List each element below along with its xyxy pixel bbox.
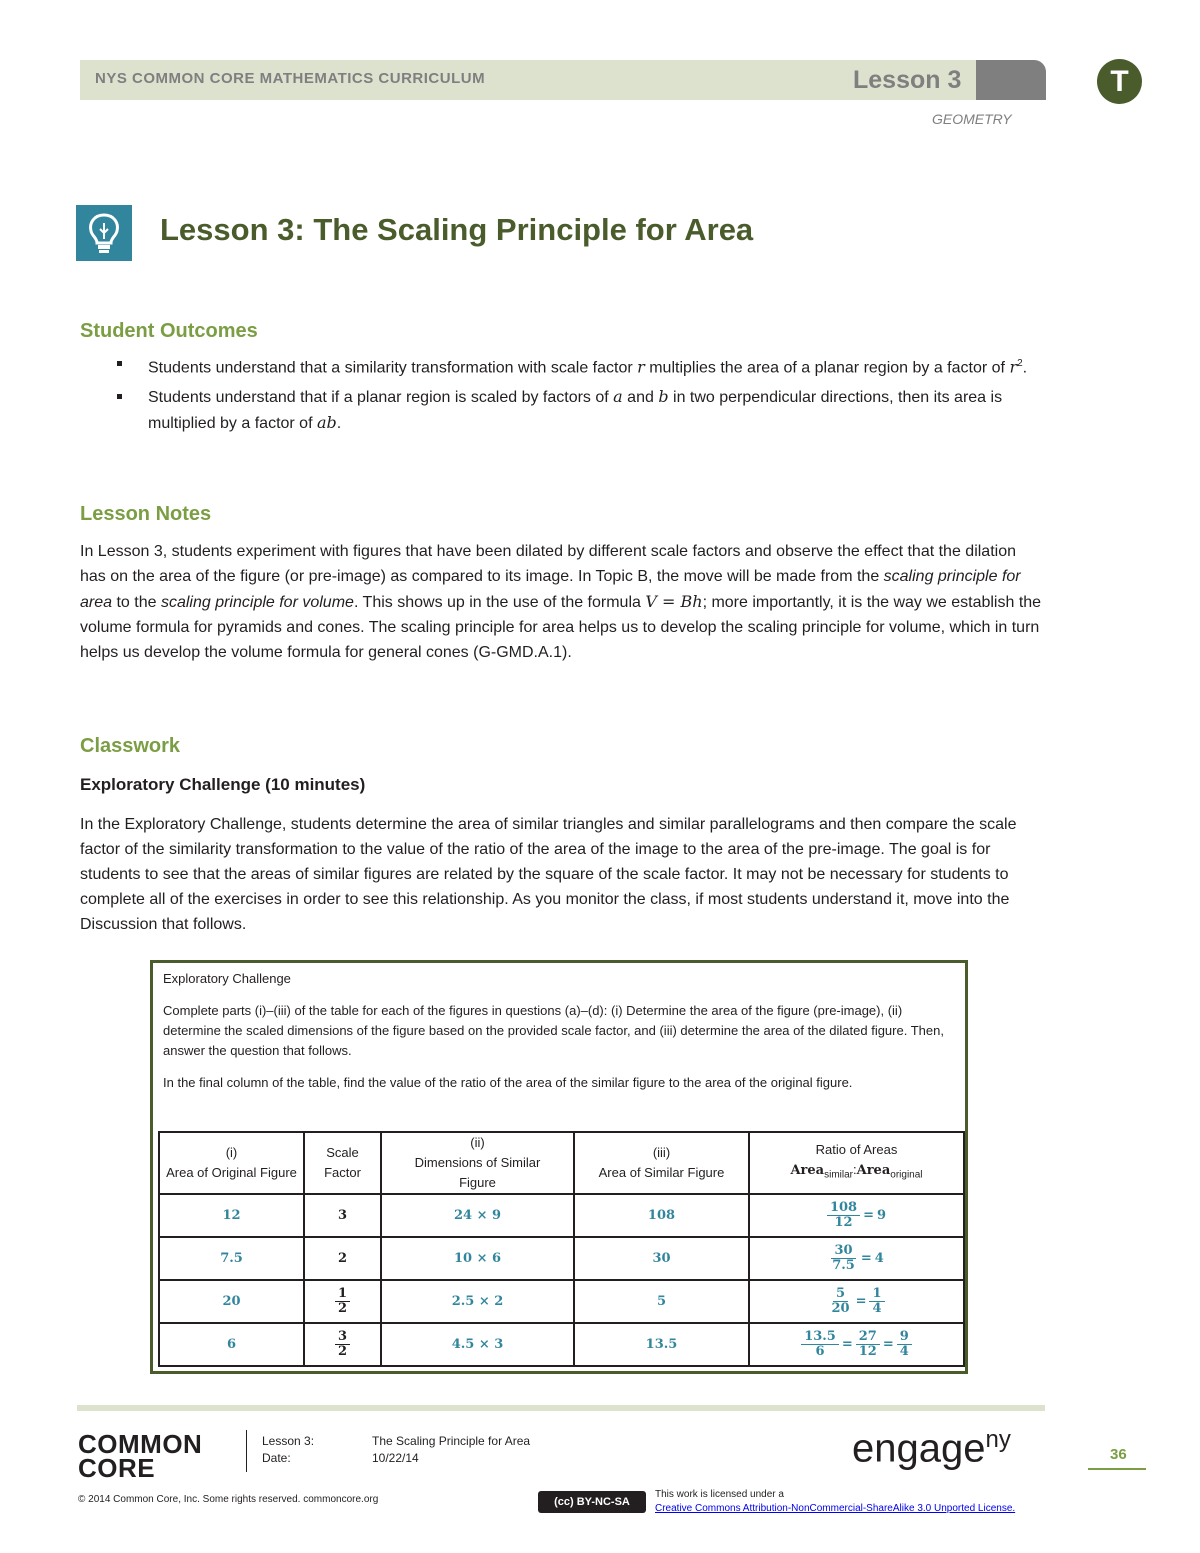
cell-dimensions: 24 × 9 (381, 1194, 574, 1237)
student-outcomes-list (80, 351, 1060, 440)
classwork-paragraph: In the Exploratory Challenge, students determine the area of similar triangles and similar parallelograms and then compare the scale factor of the similarity transformation to the value of the ratio of the area of the image to the area of the pre-image. The goal is for students to see that the areas of similar figures are related by the square of the scale factor. It may not be necessary for students to complete all of the exercises in order to see this relationship. As you monitor the class, if most students understand it, move into the Discussion that follows. (80, 816, 1017, 933)
cell-ratio: $\frac{108}{12}$ = 9 (749, 1194, 964, 1237)
engageny-logo: engage$^{ny}$ (852, 1426, 1011, 1471)
cell-dimensions: 10 × 6 (381, 1237, 574, 1280)
curriculum-title: NYS COMMON CORE MATHEMATICS CURRICULUM (95, 70, 486, 87)
outcome-item: Students understand that if a planar region is scaled by factors of a and b in two perpendicular directions, then its area is multiplied by a factor of ab. (80, 384, 1060, 436)
header-original-area: (i) Area of Original Figure (159, 1132, 304, 1194)
footer-lesson-label: Lesson 3: (262, 1434, 315, 1448)
cell-scale-factor: 3 (304, 1194, 381, 1237)
box-title: Exploratory Challenge (163, 971, 291, 986)
license-link[interactable]: Creative Commons Attribution-NonCommercial-ShareAlike 3.0 Unported License. (655, 1503, 1016, 1514)
footer-date-value: 10/22/14 (372, 1451, 419, 1465)
footer-divider (77, 1405, 1045, 1411)
footer-date-label: Date: (262, 1451, 291, 1465)
cell-original-area: 12 (159, 1194, 304, 1237)
copyright: © 2014 Common Core, Inc. Some rights reserved. commoncore.org (78, 1494, 379, 1505)
cell-dimensions: 2.5 × 2 (381, 1280, 574, 1323)
exploratory-challenge-heading: Exploratory Challenge (10 minutes) (80, 775, 366, 794)
common-core-logo: COMMON CORE (78, 1429, 203, 1483)
outcome-item: Students understand that a similarity transformation with scale factor r multiplies the area of a planar region by a factor of $r^2$. (80, 351, 1060, 380)
lightbulb-icon (76, 205, 132, 261)
lesson-label: Lesson 3 (853, 66, 962, 94)
lesson-notes-paragraph: In Lesson 3, students experiment with figures that have been dilated by different scale factors and observe the effect that the dilation has on the area of the figure (or pre-image) as compared to its image. In Topic B, the move will be made from the scaling principle for area to the scaling principle for volume. This shows up in the use of the formula V = Bh; more importantly, it is the way we establish the volume formula for pyramids and cones. The scaling principle for area helps us to develop the scaling principle for volume, which in turn helps us develop the volume formula for general cones (G-GMD.A.1). (80, 543, 1042, 661)
table-row (159, 1194, 964, 1237)
cell-ratio: $\frac{13.5}{6}$ = $\frac{27}{12}$ = $\frac{9}{4}$ (749, 1323, 964, 1366)
cell-scale-factor: $\frac{1}{2}$ (304, 1280, 381, 1323)
table-header-row (159, 1132, 964, 1194)
header-dimensions: (ii) Dimensions of Similar Figure (381, 1132, 574, 1194)
page-number: 36 (1110, 1446, 1127, 1463)
cell-scale-factor: $\frac{3}{2}$ (304, 1323, 381, 1366)
box-instructions: Complete parts (i)–(iii) of the table for each of the figures in questions (a)–(d): (i) Determine the area of the figure (pre-image), (ii) determine the scaled dimensions of the figure based on the provided scale factor, and (iii) determine the area of the dilated figure. Then, answer the question that follows. (163, 1003, 944, 1058)
box-final-column-note: In the final column of the table, find the value of the ratio of the area of the similar figure to the area of the original figure. (163, 1075, 853, 1090)
area-table (158, 1131, 965, 1367)
lesson-notes-heading: Lesson Notes (80, 503, 212, 525)
cell-similar-area: 30 (574, 1237, 749, 1280)
table-row (159, 1323, 964, 1366)
cell-ratio: $\frac{30}{7.5}$ = 4 (749, 1237, 964, 1280)
table-row (159, 1237, 964, 1280)
cell-similar-area: 13.5 (574, 1323, 749, 1366)
teacher-badge: T (1097, 59, 1142, 104)
cc-license-badge[interactable]: (cc) BY-NC-SA (538, 1491, 646, 1513)
student-outcomes-heading: Student Outcomes (80, 320, 258, 342)
header-ratio: Ratio of Areas Area$_{similar}$:Area$_{original}$ (749, 1132, 964, 1194)
header-similar-area: (iii) Area of Similar Figure (574, 1132, 749, 1194)
footer-lesson-value: The Scaling Principle for Area (372, 1434, 531, 1448)
cell-similar-area: 5 (574, 1280, 749, 1323)
header-scale-factor: Scale Factor (304, 1132, 381, 1194)
license-text: This work is licensed under a (655, 1489, 784, 1500)
cell-ratio: $\frac{5}{20}$ = $\frac{1}{4}$ (749, 1280, 964, 1323)
footer-separator (246, 1430, 247, 1472)
cell-original-area: 20 (159, 1280, 304, 1323)
cell-scale-factor: 2 (304, 1237, 381, 1280)
table-row (159, 1280, 964, 1323)
page-number-underline (1088, 1468, 1146, 1470)
cell-similar-area: 108 (574, 1194, 749, 1237)
cell-dimensions: 4.5 × 3 (381, 1323, 574, 1366)
header-tab (976, 60, 1046, 100)
cell-original-area: 6 (159, 1323, 304, 1366)
subject-label: GEOMETRY (932, 111, 1012, 127)
page-title: Lesson 3: The Scaling Principle for Area (160, 212, 754, 247)
cell-original-area: 7.5 (159, 1237, 304, 1280)
classwork-heading: Classwork (80, 735, 181, 757)
